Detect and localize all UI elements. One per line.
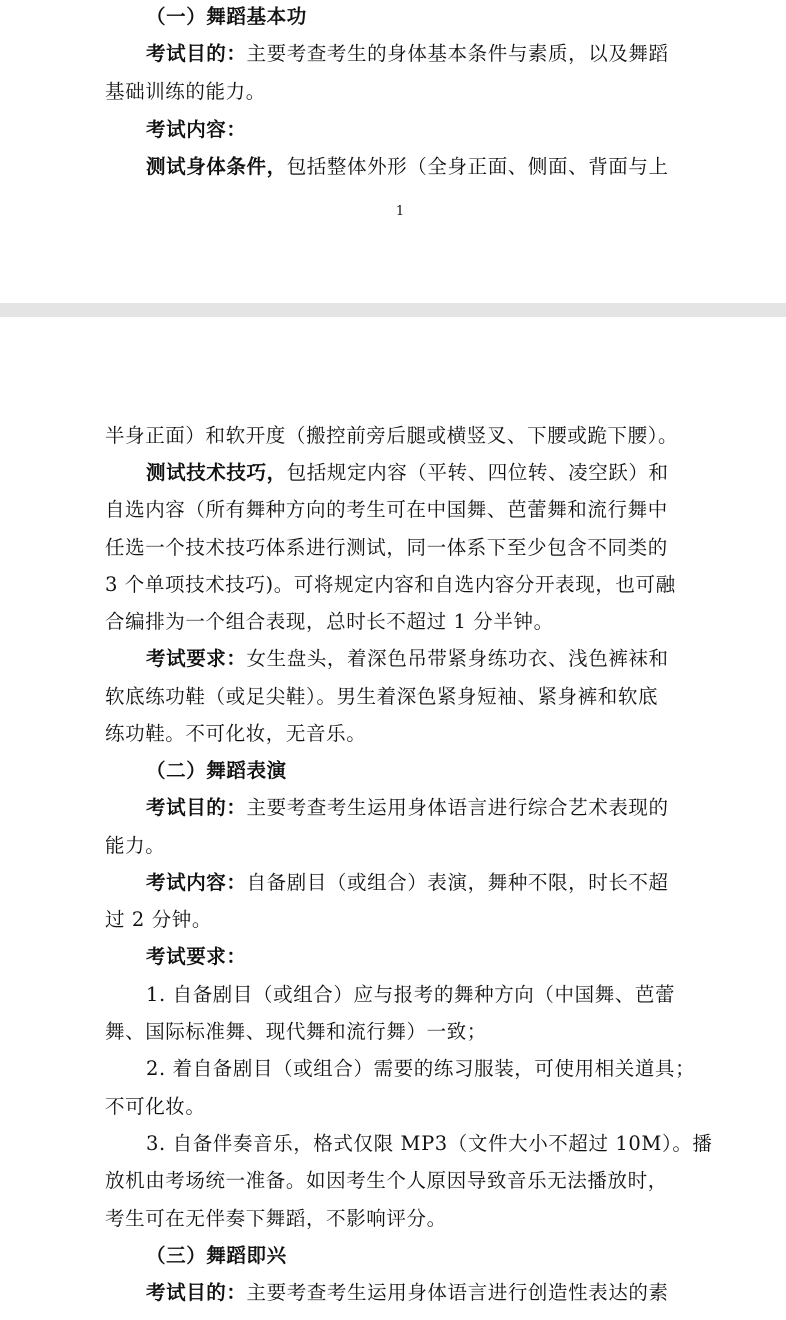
paragraph-line: 任选一个技术技巧体系进行测试，同一体系下至少包含不同类的 <box>105 536 668 559</box>
paragraph-line: 自选内容（所有舞种方向的考生可在中国舞、芭蕾舞和流行舞中 <box>105 498 668 521</box>
page-number: 1 <box>395 204 405 219</box>
paragraph-line <box>146 1281 706 1305</box>
list-item: 1. 自备剧目（或组合）应与报考的舞种方向（中国舞、芭蕾 <box>146 983 676 1006</box>
text-exam-content: 自备剧目（或组合）表演，舞种不限，时长不超 <box>246 871 669 894</box>
section-heading-performance: （二）舞蹈表演 <box>146 759 287 782</box>
section-heading-improvisation: （三）舞蹈即兴 <box>146 1244 287 1267</box>
label-exam-goal: 考试目的： <box>146 1281 247 1304</box>
paragraph-line: 软底练功鞋（或足尖鞋）。男生着深色紧身短袖、紧身裤和软底 <box>105 685 659 708</box>
paragraph-line: 3 个单项技术技巧)。可将规定内容和自选内容分开表现，也可融 <box>105 573 676 596</box>
paragraph-line <box>146 155 706 179</box>
text-exam-goal: 主要考查考生运用身体语言进行创造性表达的素 <box>246 1281 669 1304</box>
paragraph-line: 半身正面）和软开度（搬控前旁后腿或横竖叉、下腰或跪下腰）。 <box>105 424 679 447</box>
document-page-2 <box>0 317 786 1320</box>
paragraph-line: 放机由考场统一准备。如因考生个人原因导致音乐无法播放时， <box>105 1169 668 1192</box>
text-body-test: 包括整体外形（全身正面、侧面、背面与上 <box>286 155 669 178</box>
document-page-1 <box>0 0 786 303</box>
paragraph-line <box>146 461 706 485</box>
list-item: 2. 着自备剧目（或组合）需要的练习服装，可使用相关道具； <box>146 1057 696 1080</box>
label-exam-goal: 考试目的： <box>146 42 247 65</box>
paragraph-line <box>146 647 706 671</box>
paragraph-line <box>146 796 706 820</box>
paragraph-line: 过 2 分钟。 <box>105 908 213 931</box>
label-exam-goal: 考试目的： <box>146 796 247 819</box>
paragraph-line: 合编排为一个组合表现，总时长不超过 1 分半钟。 <box>105 610 554 633</box>
section-heading-basic-skills: （一）舞蹈基本功 <box>146 5 307 28</box>
text-exam-goal: 主要考查考生运用身体语言进行综合艺术表现的 <box>246 796 669 819</box>
list-item: 3. 自备伴奏音乐，格式仅限 MP3（文件大小不超过 10M）。播 <box>146 1132 713 1155</box>
label-exam-requirement: 考试要求： <box>146 945 247 968</box>
label-exam-content: 考试内容： <box>146 871 247 894</box>
label-tech-test: 测试技术技巧， <box>146 461 287 484</box>
paragraph-line: 舞、国际标准舞、现代舞和流行舞）一致； <box>105 1020 487 1043</box>
paragraph-line <box>146 42 706 66</box>
paragraph-line: 考生可在无伴奏下舞蹈，不影响评分。 <box>105 1207 447 1230</box>
paragraph-line: 不可化妆。 <box>105 1095 206 1118</box>
text-tech-test: 包括规定内容（平转、四位转、凌空跃）和 <box>286 461 669 484</box>
text-exam-goal: 主要考查考生的身体基本条件与素质，以及舞蹈 <box>246 42 669 65</box>
text-exam-requirement: 女生盘头，着深色吊带紧身练功衣、浅色裤袜和 <box>246 647 669 670</box>
paragraph-line: 能力。 <box>105 834 166 857</box>
label-exam-content: 考试内容： <box>146 118 247 141</box>
paragraph-line: 练功鞋。不可化妆，无音乐。 <box>105 722 367 745</box>
label-exam-requirement: 考试要求： <box>146 647 247 670</box>
paragraph-line <box>146 871 706 895</box>
page-separator <box>0 303 786 317</box>
label-body-test: 测试身体条件， <box>146 155 287 178</box>
paragraph-line: 基础训练的能力。 <box>105 80 266 103</box>
